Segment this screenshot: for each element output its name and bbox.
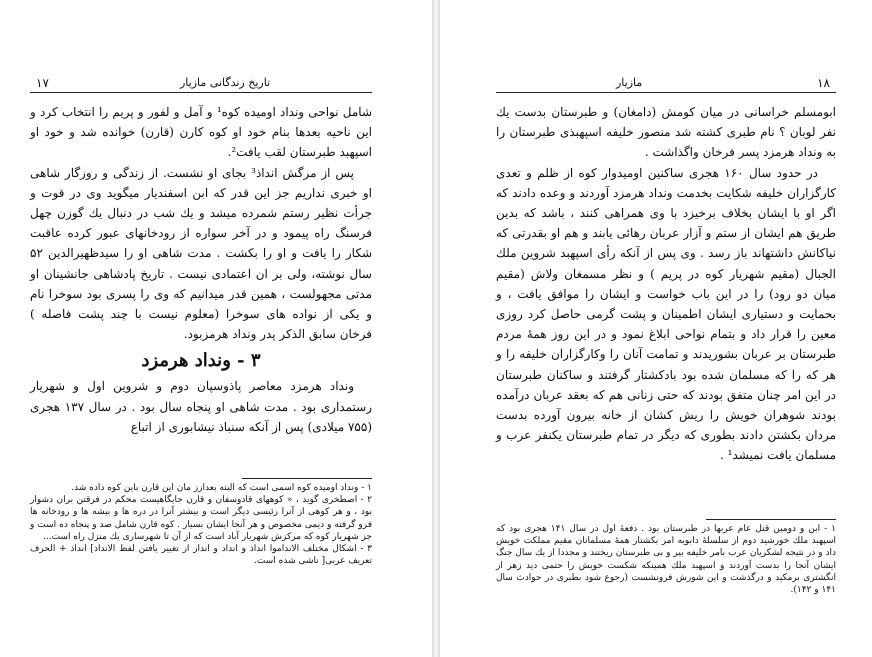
right-footnote-1: ۱ - ابن و دومین قتل عام عربها در طبرستان بود . دفعهٔ اول در سال ۱۴۱ هجری بود که اسپهبد ملك خورشید دوم از سلسلهٔ دابویه امر بکشتار همهٔ مسلمانان مقیم مملکت خویش داد و در نتیجه لشکریان عرب بامر خلیفه بیر و بی طبرستان ریختند و مجددا از یك سال جنگ ایشان آنجا را بدست آوردند و اسپهبد ملك همینکه شکست خویش را حتمی دید زهر از انگشتری برمکید و درگذشت و این شورش فرونشست (رجوع شود بطبری در حوادث سال ۱۴۱ و ۱۴۲). [496,524,836,596]
right-paragraph-2: در حدود سال ۱۶۰ هجری ساکنین اومیدوار کوه از ظلم و تعدی کارگزاران خلیفه شکایت بخدمت ونداد هرمزد آوردند و وعده دادند که اگر او با ایشان بخلاف برخیزد با وی همراهی کنند ، باشد که بدین طریق هم ایشان از ستم و آزار عربان رهائی یابند و هم او بقدرتی که نیاکانش داشتهاند باز رسد . وی پس از آنکه رأی اسپهبد شروین ملك الجبال (مقیم شهریار کوه در پریم ) و نظر مسمغان ولاش (مقیم میان دو رود) را در این باب خواست و ایشان را موافق یافت ، و بحمایت و دستیاری ایشان اطمینان و پشت گرمی حاصل کرد روزی معین را قرار داد و بتمام نواحی ابلاغ نمود و در این روز همهٔ مردم طبرستان بر عربان بشوریدند و تمامت آنان را وکارگزاران خلیفه را و هر که را که مسلمان شده بود بادکشتار گرفتند و ساکنان طبرستان در این امر چنان متفق بودند که حتی زنانی هم که بعقد عربان درآمده بودند شوهران خویش را ریش کشان از خانه بیرون آورده بدست مردان بکشتن دادند بطوری که دیگر در تمام طبرستان یکنفر عرب و مسلمان یافت نمیشد¹ . [496,165,836,463]
left-footnote-1: ۱ - ونداد اومیده کوه اسمی است که البته بعدازز مان این قارن باین کوه داده شد. [71,483,372,493]
left-running-title: تاریخ زندگانی مازیار [180,76,271,89]
right-running-title: مازیار [616,76,643,89]
left-paragraph-2: پس از مرگش انداذ³ بجای او نشست. از زندگی و روزگار شاهی او خبری نداریم جز این قدر که ابن اسفندیار میگوید وی در قوت و جرأت نظیر رستم شمرده میشد و یك شب در دنبال یك گوزن چهل فرسنگ راه پیمود و در آخر سواره از رودخانهای عبور کرده عاقبت شکار را یافت و او را بکشت . مدت شاهی او را سیدظهیرالدین ۵۲ سال نوشته، ولی بر ان اعتمادی نیست . تاریخ پادشاهی جانشینان او مدتی مجهولست ، همین قدر میدانیم که وی را پسری بود سوخرا نام و یکی از نواده های سوخرا (معلوم نیست با چند پشت فاصله ) فرخان سابق الذکر پدر ونداد هرمزبود. [30,165,372,342]
left-footnote-3: ۳ - اشکال مختلف الانداموا انداذ و انداد و انداز از تغییر یافتن لفظ الانداذ] انداذ + الحرف تعریف عربی[ ناشی شده است. [30,544,372,567]
right-page-header [496,76,836,93]
section-heading: ۳ - ونداد هرمزد [141,350,261,372]
right-page-number: ۱۸ [817,76,830,90]
book-gutter [432,0,440,657]
left-paragraph-3: ونداد هرمزد معاصر پاذوسپان دوم و شروین اول و شهریار رستمداری بود . مدت شاهی او پنجاه سال بود . در سال ۱۳۷ هجری (۷۵۵ میلادی) پس از آنکه سنباذ نیشابوری از اتباع [30,379,372,434]
left-paragraph-1: شامل نواحی ونداد اومیده کوه¹ و آمل و لفور و پریم را انتخاب کرد و این ناحیه بعدها بنام خود او کوه کارن (قارن) خوانده شد و خود او اسپهبد طبرستان لقب یافت². [30,105,373,160]
left-page-header [30,76,372,93]
left-footnote-2: ۲ - اصطخری گوید ، « کوههای قادوسفان و قارن جایگاهیست محکم در فرقتن بران دشوار بود ، و هر کوهی از آنرا رئیسی دیگر است و بیشتر آنرا در دره ها و بیشه ها و رودخانه ها فرو گرفته و دیمی مخصوص و هر آنجا ایشان بسیار . کوه قارن شامل صد و پنجاه ده است و جز شهریار کوه که مرکزش شهریار آباد است که از آن تا شهرساری یك منزل راه است... [30,495,372,542]
left-body-text [30,102,372,437]
right-footnote-rule [706,519,836,520]
right-paragraph-1: ابومسلم خراسانی در میان کومش (دامغان) و طبرستان بدست یك نفر لوبان ؟ نام طبری کشته شد منصور خلیفه اسپهبذی طبرستان را به ونداد هرمزد پسر فرخان واگذاشت . [496,105,836,160]
left-footnote-rule [242,478,372,479]
right-footnotes [496,523,836,596]
left-page [0,0,432,657]
right-body-text [496,102,836,466]
left-footnotes [30,482,372,567]
right-page [440,0,872,657]
left-page-number: ۱۷ [36,76,49,90]
